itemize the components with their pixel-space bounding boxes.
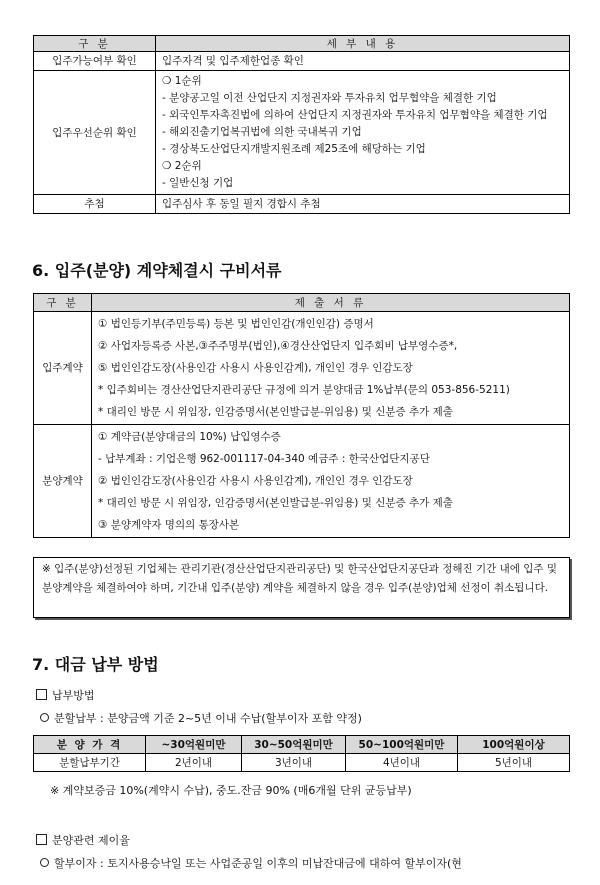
checkbox-square-icon <box>36 689 47 700</box>
row-text: - 납부계좌 : 기업은행 962-001117-04-340 예금주 : 한국산업단지공단 <box>98 453 430 465</box>
price-range-header: 50~100억원미만 <box>346 736 458 754</box>
row-text: ① 법인등기부(주민등록) 등본 및 법인인감(개인인감) 증명서 <box>98 318 374 330</box>
installment-text: 분할납부 : 분양금액 기준 2~5년 이내 수납(할부이자 포함 약정) <box>54 712 362 725</box>
header-category: 구 분 <box>34 294 92 312</box>
row-text: * 대리인 방문 시 위임장, 인감증명서(본인발급분-위임용) 및 신분증 추가 제출 <box>98 406 453 418</box>
row-text: - 해외진출기업복귀법에 의한 국내복귀 기업 <box>162 126 362 138</box>
circle-bullet-icon <box>40 858 49 867</box>
row-text: ❍ 2순위 <box>162 160 202 172</box>
row-text: * 대리인 방문 시 위임장, 인감증명서(본인발급분-위임용) 및 신분증 추가 제출 <box>98 497 453 509</box>
period-value: 2년이내 <box>146 754 242 772</box>
section-6-title: 6. 입주(분양) 계약체결시 구비서류 <box>32 261 282 280</box>
row-text: ① 계약금(분양대금의 10%) 납입영수증 <box>98 431 281 443</box>
row-text: ② 법인인감도장(사용인감 사용시 사용인감계), 개인인 경우 인감도장 <box>98 475 413 487</box>
header-details: 세 부 내 용 <box>156 36 570 52</box>
price-range-header: ~30억원미만 <box>146 736 242 754</box>
row-text: ② 사업자등록증 사본,③주주명부(법인),④경산산업단지 입주회비 납부영수증*, <box>98 340 458 352</box>
row-text: ③ 분양계약자 명의의 통장사본 <box>98 519 240 531</box>
row-label: 분양계약 <box>34 425 92 538</box>
period-value: 3년이내 <box>242 754 346 772</box>
price-range-header: 100억원이상 <box>458 736 570 754</box>
guarantee-note: ※ 계약보증금 10%(계약시 수납), 중도.잔금 90% (매6개월 단위 균등납부) <box>50 784 412 797</box>
header-category: 구 분 <box>34 36 156 52</box>
price-header: 분 양 가 격 <box>34 736 146 754</box>
interest-text: 할부이자 : 토지사용승낙일 또는 사업준공일 이후의 미납잔대금에 대하여 할부이자(현 <box>54 857 462 870</box>
row-text: - 분양공고일 이전 산업단지 지정권자와 투자유치 업무협약을 체결한 기업 <box>162 92 497 104</box>
row-text: 입주심사 후 동일 필지 경합시 추첨 <box>162 198 321 210</box>
contract-notice: ※ 입주(분양)선정된 기업체는 관리기관(경산산업단지관리공단) 및 한국산업단지공단과 정해진 기간 내에 입주 및 분양계약을 체결하여야 하며, 기간내 입주(분양) 계약을 체결하지 않을 경우 입주(분양)업체 선정이 취소됩니다. <box>33 557 570 618</box>
period-value: 4년이내 <box>346 754 458 772</box>
row-text: * 입주회비는 경산산업단지관리공단 규정에 의거 분양대금 1%납부(문의 053-856-5211) <box>98 384 510 396</box>
period-value: 5년이내 <box>458 754 570 772</box>
row-label: 입주계약 <box>34 312 92 425</box>
related-label: 분양관련 제이율 <box>52 834 130 847</box>
period-label: 분할납부기간 <box>34 754 146 772</box>
row-label: 입주우선순위 확인 <box>34 71 156 195</box>
selection-criteria-table <box>33 35 570 214</box>
row-text: - 일반신청 기업 <box>162 177 234 189</box>
row-text: ⑤ 법인인감도장(사용인감 사용시 사용인감계), 개인인 경우 인감도장 <box>98 362 413 374</box>
section-7-title: 7. 대금 납부 방법 <box>32 655 159 674</box>
header-documents: 제 출 서 류 <box>92 294 570 312</box>
installment-period-table <box>33 735 570 772</box>
price-range-header: 30~50억원미만 <box>242 736 346 754</box>
required-documents-table <box>33 293 570 538</box>
row-text: - 경상북도산업단지개발지원조례 제25조에 해당하는 기업 <box>162 143 426 155</box>
checkbox-square-icon <box>36 834 47 845</box>
row-text: ❍ 1순위 <box>162 75 202 87</box>
row-label: 추첨 <box>34 195 156 214</box>
row-label: 입주가능여부 확인 <box>34 52 156 71</box>
circle-bullet-icon <box>40 713 49 722</box>
payment-method-label: 납부방법 <box>52 689 95 702</box>
row-text: - 외국인투자촉진법에 의하여 산업단지 지정권자와 투자유치 업무협약을 체결한 기업 <box>162 109 548 121</box>
row-text: 입주자격 및 입주제한업종 확인 <box>162 55 304 67</box>
